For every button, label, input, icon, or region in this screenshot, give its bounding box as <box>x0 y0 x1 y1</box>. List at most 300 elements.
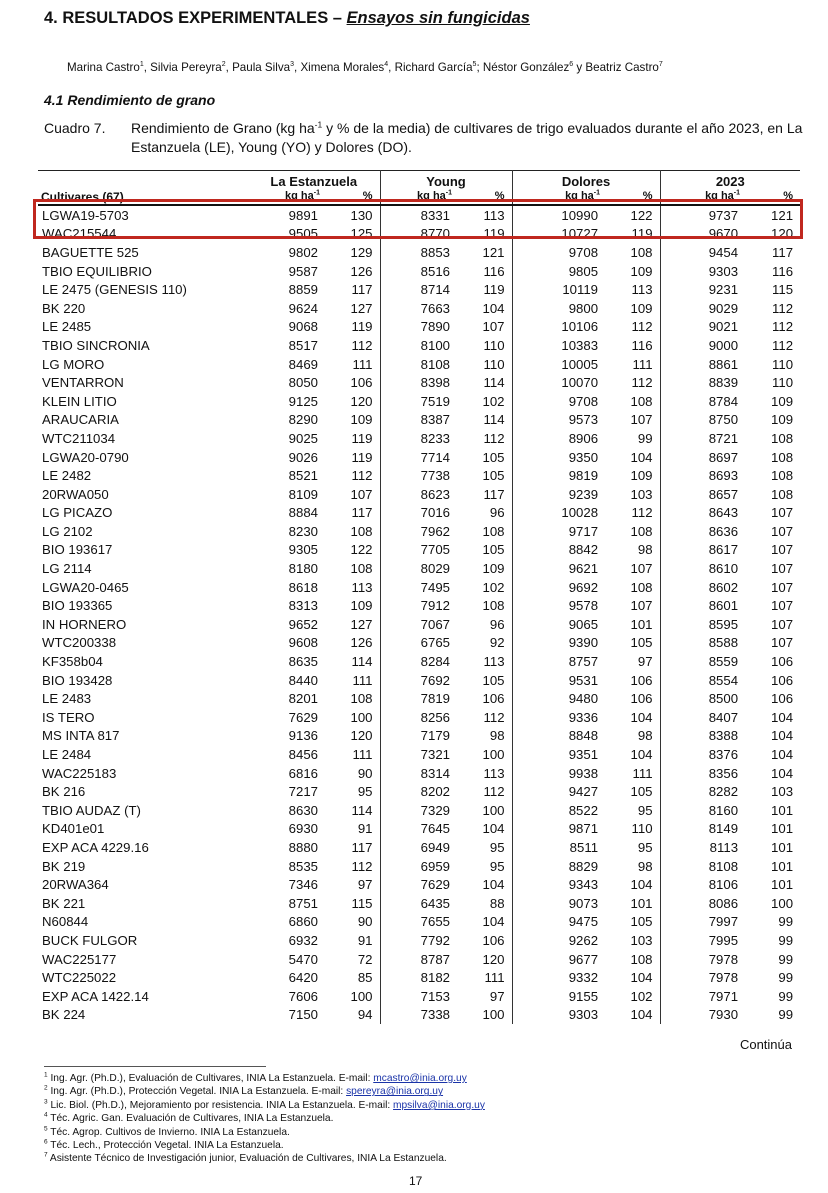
cell-yield-pct: 107 <box>462 318 512 337</box>
table-row <box>38 745 800 764</box>
cell-yield-pct: 99 <box>778 970 794 986</box>
table-row <box>38 782 800 801</box>
cell-yield-pct: 130 <box>330 205 380 225</box>
cell-yield-kg: 7997 <box>708 914 739 930</box>
cell-yield-kg: 9573 <box>568 412 599 428</box>
cell-yield-pct: 107 <box>610 596 660 615</box>
cell-yield-pct: 112 <box>772 319 794 335</box>
table-row <box>38 671 800 690</box>
cell-yield-pct: 100 <box>330 708 380 727</box>
cell-cultivar: WTC225022 <box>42 970 117 986</box>
cell-yield-kg: 8398 <box>420 375 451 391</box>
cell-yield-pct: 112 <box>462 429 512 448</box>
cell-yield-kg: 10119 <box>562 282 599 298</box>
cell-yield-pct: 119 <box>610 225 660 244</box>
cell-yield-pct: 96 <box>462 615 512 634</box>
cell-yield-pct: 108 <box>771 449 794 465</box>
cell-yield-kg: 6420 <box>288 970 318 986</box>
cell-yield-pct: 108 <box>610 243 660 262</box>
unit-header-kg: kg $ha^{-1}$ <box>248 191 330 205</box>
author-name: Néstor González <box>482 61 570 74</box>
cell-yield-kg: 8108 <box>420 356 451 372</box>
table-row <box>38 336 800 355</box>
col-group-2023: 2023 <box>660 171 800 192</box>
cell-yield-kg: 8050 <box>288 375 318 391</box>
cell-yield-pct: 110 <box>772 375 794 391</box>
cell-yield-pct: 121 <box>462 243 512 262</box>
cell-yield-kg: 9303 <box>708 263 739 279</box>
cell-yield-kg: 7655 <box>420 914 451 930</box>
cell-cultivar: KLEIN LITIO <box>42 393 117 409</box>
cell-yield-kg: 9891 <box>288 207 318 223</box>
cell-cultivar: BIO 193365 <box>42 598 113 614</box>
cell-yield-pct: 111 <box>330 671 380 690</box>
yield-table <box>38 170 800 1024</box>
author-affiliation-mark: 5 <box>472 61 477 69</box>
cell-cultivar: BK 221 <box>42 895 86 911</box>
table-row <box>38 448 800 467</box>
cell-yield-pct: 105 <box>462 541 512 560</box>
cell-cultivar: WAC215544 <box>42 226 117 242</box>
cell-yield-pct: 104 <box>610 968 660 987</box>
cell-yield-kg: 8233 <box>420 430 451 446</box>
table-row <box>38 429 800 448</box>
table-row <box>38 578 800 597</box>
cell-yield-kg: 8440 <box>288 672 318 688</box>
footnote-mark: 7 <box>44 1152 48 1160</box>
cell-yield-kg: 8511 <box>569 839 599 855</box>
cell-cultivar: BUCK FULGOR <box>42 932 138 948</box>
cell-yield-pct: 122 <box>330 541 380 560</box>
cell-yield-pct: 107 <box>771 561 794 577</box>
cell-yield-kg: 10383 <box>561 337 599 353</box>
cell-yield-pct: 121 <box>771 207 794 223</box>
cell-yield-pct: 109 <box>610 466 660 485</box>
cell-yield-pct: 129 <box>330 243 380 262</box>
cell-yield-pct: 122 <box>610 205 660 225</box>
cell-cultivar: BK 219 <box>42 858 86 874</box>
cell-yield-kg: 7150 <box>288 1007 318 1023</box>
cell-yield-pct: 116 <box>462 262 512 281</box>
cell-yield-kg: 9819 <box>568 468 599 484</box>
chapter-title: 4. RESULTADOS EXPERIMENTALES – <box>44 9 347 27</box>
cell-yield-kg: 8588 <box>708 635 739 651</box>
footnote <box>44 1112 485 1125</box>
cell-yield-pct: 100 <box>462 801 512 820</box>
cell-yield-kg: 9021 <box>708 319 739 335</box>
cell-yield-kg: 8787 <box>420 951 451 967</box>
cell-yield-pct: 90 <box>330 764 380 783</box>
cell-yield-pct: 127 <box>330 615 380 634</box>
cell-yield-kg: 7890 <box>420 319 451 335</box>
cell-yield-pct: 105 <box>462 671 512 690</box>
table-row <box>38 913 800 932</box>
cell-yield-pct: 95 <box>462 857 512 876</box>
cell-yield-pct: 125 <box>330 225 380 244</box>
cell-yield-pct: 97 <box>462 987 512 1006</box>
cell-yield-kg: 9025 <box>288 430 318 446</box>
footnote-mark: 2 <box>44 1085 48 1093</box>
cell-yield-kg: 8750 <box>708 412 739 428</box>
cell-yield-kg: 9303 <box>568 1007 599 1023</box>
cell-yield-kg: 6949 <box>420 839 451 855</box>
cell-yield-kg: 9454 <box>708 244 739 260</box>
cell-yield-pct: 116 <box>610 336 660 355</box>
cell-yield-pct: 102 <box>462 392 512 411</box>
cell-cultivar: TBIO EQUILIBRIO <box>42 263 152 279</box>
cell-cultivar: LE 2482 <box>42 468 92 484</box>
cell-yield-kg: 8201 <box>288 691 318 707</box>
cell-yield-pct: 116 <box>772 263 794 279</box>
cell-yield-kg: 8522 <box>568 802 599 818</box>
cell-yield-kg: 6930 <box>288 821 318 837</box>
cell-yield-kg: 9480 <box>568 691 599 707</box>
cell-yield-kg: 8100 <box>420 337 451 353</box>
cell-yield-kg: 8601 <box>708 598 739 614</box>
cell-yield-kg: 8331 <box>420 207 451 223</box>
cell-yield-kg: 7645 <box>420 821 451 837</box>
cell-yield-pct: 109 <box>771 393 794 409</box>
cell-yield-pct: 97 <box>610 652 660 671</box>
cell-yield-pct: 105 <box>462 448 512 467</box>
cell-yield-pct: 117 <box>330 838 380 857</box>
cell-yield-pct: 100 <box>330 987 380 1006</box>
cell-yield-kg: 7705 <box>420 542 451 558</box>
footnotes <box>44 1072 485 1166</box>
cell-yield-kg: 6959 <box>420 858 451 874</box>
cell-yield-kg: 9670 <box>708 226 739 242</box>
author-affiliation-mark: 1 <box>139 61 144 69</box>
cell-yield-pct: 105 <box>610 782 660 801</box>
cell-yield-kg: 7321 <box>420 747 451 763</box>
unit-header-kg: kg $ha^{-1}$ <box>660 191 750 205</box>
cell-yield-pct: 107 <box>771 635 794 651</box>
table-row <box>38 205 800 225</box>
footnote-email-link[interactable]: mpsilva@inia.org.uy <box>393 1099 485 1111</box>
cell-cultivar: LG 2114 <box>42 561 92 577</box>
table-row <box>38 504 800 523</box>
cell-yield-kg: 8784 <box>708 393 739 409</box>
author-name: Beatriz Castro <box>585 61 659 74</box>
cell-yield-pct: 108 <box>610 392 660 411</box>
cell-yield-pct: 104 <box>771 765 794 781</box>
table-row <box>38 485 800 504</box>
table-row <box>38 280 800 299</box>
table-row <box>38 857 800 876</box>
cell-yield-kg: 9505 <box>288 226 318 242</box>
table-row <box>38 801 800 820</box>
cell-yield-kg: 8721 <box>708 430 739 446</box>
cell-yield-pct: 112 <box>610 318 660 337</box>
cell-yield-pct: 106 <box>462 689 512 708</box>
footnote-text: Téc. Lech., Protección Vegetal. INIA La Estanzuela. <box>50 1140 284 1152</box>
cell-yield-kg: 9737 <box>708 207 739 223</box>
footnote-text: Ing. Agr. (Ph.D.), Protección Vegetal. INIA La Estanzuela. E-mail: <box>50 1086 347 1098</box>
cell-yield-pct: 98 <box>610 727 660 746</box>
cell-yield-pct: 110 <box>610 820 660 839</box>
table-row <box>38 875 800 894</box>
unit-header-pct: % <box>610 191 660 205</box>
cell-yield-kg: 7153 <box>420 988 451 1004</box>
cell-yield-pct: 100 <box>771 895 794 911</box>
cell-cultivar: LE 2483 <box>42 691 92 707</box>
authors-line <box>67 61 663 74</box>
table-row <box>38 894 800 913</box>
cell-yield-kg: 8623 <box>420 486 451 502</box>
table-row <box>38 615 800 634</box>
cell-yield-pct: 88 <box>462 894 512 913</box>
cell-yield-pct: 104 <box>462 875 512 894</box>
cell-yield-kg: 8559 <box>708 654 739 670</box>
cell-yield-pct: 100 <box>462 1006 512 1025</box>
table-row <box>38 987 800 1006</box>
yield-table-container <box>38 170 800 1024</box>
cell-cultivar: EXP ACA 1422.14 <box>42 988 149 1004</box>
cell-yield-kg: 8202 <box>420 784 451 800</box>
cell-yield-kg: 7067 <box>420 616 451 632</box>
footnote <box>44 1099 485 1112</box>
cell-yield-pct: 99 <box>778 1007 794 1023</box>
table-row <box>38 243 800 262</box>
table-row <box>38 596 800 615</box>
cell-yield-pct: 104 <box>462 913 512 932</box>
cell-cultivar: LE 2485 <box>42 319 92 335</box>
cell-cultivar: LG 2102 <box>42 523 93 539</box>
cell-yield-pct: 117 <box>330 504 380 523</box>
cell-yield-kg: 8516 <box>420 263 451 279</box>
cell-yield-kg: 9239 <box>568 486 599 502</box>
cell-yield-pct: 103 <box>610 485 660 504</box>
cell-yield-kg: 6860 <box>288 914 318 930</box>
cell-yield-pct: 109 <box>610 262 660 281</box>
caption-text: Rendimiento de Grano (kg $ha^{-1}$ y % de la media) de cultivares de trigo evaluados durante el año 2023, en La Estanzuela (LE), Young (YO) y Dolores (DO). <box>131 119 803 155</box>
author-name: Paula Silva <box>232 61 291 74</box>
cell-yield-kg: 8388 <box>708 728 739 744</box>
cell-yield-pct: 112 <box>330 336 380 355</box>
cell-yield-pct: 119 <box>330 429 380 448</box>
cell-yield-pct: 99 <box>610 429 660 448</box>
cell-yield-pct: 113 <box>462 205 512 225</box>
cell-yield-kg: 9125 <box>288 393 318 409</box>
footnote-rule <box>44 1066 266 1067</box>
cell-yield-pct: 101 <box>771 802 794 818</box>
cell-yield-kg: 7495 <box>420 579 451 595</box>
cell-yield-kg: 7930 <box>708 1007 739 1023</box>
cell-yield-pct: 101 <box>771 858 794 874</box>
unit-header-pct: % <box>750 191 800 205</box>
cell-yield-pct: 112 <box>330 466 380 485</box>
footnote <box>44 1139 485 1152</box>
cell-yield-kg: 8108 <box>708 858 739 874</box>
cell-yield-pct: 107 <box>610 559 660 578</box>
cell-cultivar: BIO 193617 <box>42 542 113 558</box>
cell-yield-kg: 9390 <box>568 635 599 651</box>
table-row <box>38 968 800 987</box>
unit-header-kg: kg $ha^{-1}$ <box>380 191 462 205</box>
cell-yield-kg: 8859 <box>288 282 318 298</box>
cell-cultivar: IN HORNERO <box>42 616 127 632</box>
cell-yield-kg: 8029 <box>420 561 451 577</box>
cell-yield-kg: 8109 <box>288 486 318 502</box>
cell-yield-kg: 9677 <box>568 951 599 967</box>
cell-yield-pct: 107 <box>610 411 660 430</box>
cell-yield-kg: 7346 <box>288 877 318 893</box>
cell-yield-kg: 9708 <box>568 393 599 409</box>
cell-yield-pct: 91 <box>330 931 380 950</box>
author-separator: y <box>573 61 586 74</box>
cell-yield-kg: 8842 <box>568 542 599 558</box>
cell-yield-pct: 103 <box>771 784 794 800</box>
cell-yield-pct: 72 <box>330 950 380 969</box>
cell-yield-pct: 120 <box>330 727 380 746</box>
cell-yield-pct: 111 <box>610 764 660 783</box>
cell-cultivar: EXP ACA 4229.16 <box>42 839 149 855</box>
cell-yield-kg: 7819 <box>420 691 451 707</box>
cell-yield-pct: 101 <box>610 615 660 634</box>
cell-yield-pct: 104 <box>610 1006 660 1025</box>
footnote-text: Téc. Agric. Gan. Evaluación de Cultivares, INIA La Estanzuela. <box>50 1113 334 1125</box>
cell-yield-kg: 8829 <box>568 858 599 874</box>
cell-yield-pct: 101 <box>771 877 794 893</box>
cell-yield-pct: 107 <box>771 505 794 521</box>
cell-yield-pct: 113 <box>462 652 512 671</box>
cell-yield-pct: 104 <box>610 448 660 467</box>
table-row <box>38 355 800 374</box>
cell-yield-kg: 7519 <box>420 393 451 409</box>
cell-yield-kg: 8853 <box>420 244 451 260</box>
cell-yield-kg: 10990 <box>561 207 599 223</box>
cell-yield-kg: 7738 <box>420 468 451 484</box>
footnote-email-link[interactable]: spereyra@inia.org.uy <box>346 1086 444 1098</box>
cell-yield-kg: 8256 <box>420 709 451 725</box>
cell-yield-pct: 106 <box>771 691 794 707</box>
table-row <box>38 764 800 783</box>
table-row <box>38 225 800 244</box>
cell-yield-pct: 120 <box>462 950 512 969</box>
cell-yield-pct: 115 <box>772 282 794 298</box>
cell-cultivar: BK 224 <box>42 1007 86 1023</box>
cell-yield-pct: 104 <box>610 708 660 727</box>
cell-yield-pct: 108 <box>610 578 660 597</box>
cell-yield-kg: 8313 <box>288 598 318 614</box>
author-name: Richard García <box>394 61 473 74</box>
cell-yield-pct: 106 <box>462 931 512 950</box>
cell-yield-pct: 104 <box>771 728 794 744</box>
cell-yield-pct: 108 <box>771 486 794 502</box>
cell-yield-kg: 10727 <box>561 226 599 242</box>
cell-yield-pct: 114 <box>462 411 512 430</box>
author-affiliation-mark: 6 <box>569 61 574 69</box>
cell-yield-kg: 8880 <box>288 839 318 855</box>
cell-yield-pct: 110 <box>772 356 794 372</box>
cell-yield-pct: 98 <box>610 541 660 560</box>
cell-yield-pct: 100 <box>462 745 512 764</box>
cell-yield-kg: 9475 <box>568 914 599 930</box>
cell-yield-pct: 111 <box>610 355 660 374</box>
table-row <box>38 727 800 746</box>
cell-yield-pct: 114 <box>330 652 380 671</box>
cell-yield-pct: 114 <box>330 801 380 820</box>
author-affiliation-mark: 3 <box>290 61 294 69</box>
author-affiliation-mark: 4 <box>384 61 389 69</box>
section-title: 4.1 Rendimiento de grano <box>44 92 216 108</box>
cell-yield-kg: 9938 <box>568 765 599 781</box>
cell-yield-pct: 117 <box>462 485 512 504</box>
cell-yield-kg: 8284 <box>420 654 451 670</box>
cell-yield-kg: 8657 <box>708 486 739 502</box>
cell-yield-pct: 109 <box>330 596 380 615</box>
cell-yield-kg: 8697 <box>708 449 739 465</box>
cell-yield-kg: 8376 <box>708 747 739 763</box>
cell-yield-kg: 8714 <box>420 282 451 298</box>
unit-header-pct: % <box>330 191 380 205</box>
cell-yield-kg: 9305 <box>288 542 318 558</box>
cell-yield-pct: 103 <box>610 931 660 950</box>
cell-cultivar: WAC225177 <box>42 951 117 967</box>
col-group-la-estanzuela: La Estanzuela <box>248 171 380 192</box>
cell-yield-pct: 108 <box>771 468 794 484</box>
cell-yield-pct: 98 <box>462 727 512 746</box>
cell-yield-kg: 8149 <box>708 821 739 837</box>
cell-yield-pct: 112 <box>610 373 660 392</box>
cell-yield-kg: 9332 <box>568 970 599 986</box>
cell-yield-kg: 8521 <box>288 468 318 484</box>
cell-yield-pct: 107 <box>771 523 794 539</box>
cell-yield-kg: 8086 <box>708 895 739 911</box>
cell-yield-kg: 8618 <box>288 579 318 595</box>
author-name: Marina Castro <box>67 61 140 74</box>
cell-yield-kg: 8757 <box>568 654 599 670</box>
footnote-mark: 4 <box>44 1111 48 1119</box>
cell-yield-pct: 105 <box>462 466 512 485</box>
cell-yield-kg: 7217 <box>288 784 318 800</box>
cell-yield-pct: 109 <box>610 299 660 318</box>
cell-yield-pct: 90 <box>330 913 380 932</box>
cell-yield-pct: 112 <box>772 300 794 316</box>
cell-yield-kg: 9624 <box>288 300 318 316</box>
cell-yield-kg: 7995 <box>708 932 739 948</box>
cell-yield-kg: 6816 <box>288 765 318 781</box>
author-separator: , <box>143 61 151 74</box>
cell-yield-pct: 108 <box>771 430 794 446</box>
cell-yield-kg: 6932 <box>288 932 318 948</box>
cell-yield-kg: 9350 <box>568 449 599 465</box>
cell-yield-kg: 9427 <box>568 784 599 800</box>
cell-yield-kg: 8602 <box>708 579 739 595</box>
cell-yield-kg: 8500 <box>708 691 739 707</box>
cell-yield-kg: 7329 <box>420 802 451 818</box>
cell-yield-pct: 120 <box>771 226 794 242</box>
page-number: 17 <box>409 1174 423 1188</box>
cell-yield-kg: 7978 <box>708 951 739 967</box>
cell-yield-pct: 94 <box>330 1006 380 1025</box>
cell-yield-kg: 8751 <box>288 895 318 911</box>
cell-cultivar: WTC211034 <box>42 430 116 446</box>
author-affiliation-mark: 2 <box>221 61 226 69</box>
cell-cultivar: TBIO AUDAZ (T) <box>42 802 141 818</box>
table-row <box>38 708 800 727</box>
cell-yield-kg: 9578 <box>568 598 599 614</box>
author-separator: , <box>388 61 395 74</box>
cell-yield-pct: 108 <box>330 522 380 541</box>
cell-yield-kg: 7714 <box>420 449 451 465</box>
cell-yield-pct: 111 <box>330 355 380 374</box>
cell-yield-pct: 107 <box>771 598 794 614</box>
footnote-email-link[interactable]: mcastro@inia.org.uy <box>373 1073 467 1084</box>
cell-yield-pct: 104 <box>771 747 794 763</box>
cell-yield-kg: 8884 <box>288 505 318 521</box>
footnote-text: Ing. Agr. (Ph.D.), Evaluación de Cultivares, INIA La Estanzuela. E-mail: <box>50 1073 374 1084</box>
